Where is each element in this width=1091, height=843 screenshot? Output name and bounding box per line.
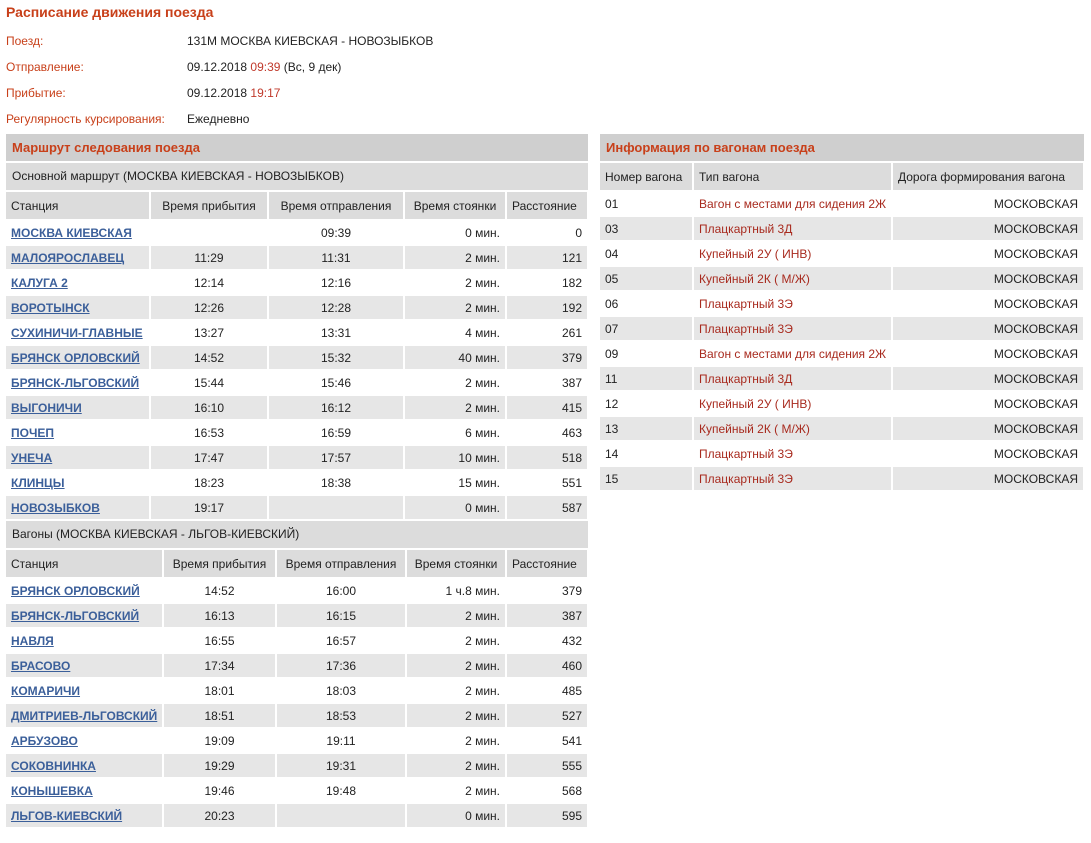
- station-link[interactable]: НОВОЗЫБКОВ: [11, 500, 100, 515]
- station-cell: [6, 395, 150, 420]
- table-row: [6, 703, 588, 728]
- table-row: [6, 578, 588, 603]
- arrival-cell: 19:17: [150, 495, 268, 520]
- wagons-panel: [600, 134, 1084, 492]
- arrival-cell: 16:55: [163, 628, 276, 653]
- arrival-cell: 20:23: [163, 803, 276, 828]
- table-row: [6, 445, 588, 470]
- col-wagon-number: Номер вагона: [600, 163, 693, 191]
- station-link[interactable]: БРАСОВО: [11, 658, 71, 673]
- departure-cell: 16:00: [276, 578, 406, 603]
- wagon-road-cell: МОСКОВСКАЯ: [892, 316, 1084, 341]
- table-row: [600, 391, 1084, 416]
- departure-cell: 18:38: [268, 470, 404, 495]
- station-link[interactable]: СУХИНИЧИ-ГЛАВНЫЕ: [11, 325, 143, 340]
- departure-cell: 17:57: [268, 445, 404, 470]
- wagon-number-cell: 14: [600, 441, 693, 466]
- table-row: [6, 753, 588, 778]
- departure-cell: 16:59: [268, 420, 404, 445]
- station-cell: [6, 703, 163, 728]
- arrival-cell: 18:23: [150, 470, 268, 495]
- table-row: [600, 241, 1084, 266]
- departure-cell: 15:32: [268, 345, 404, 370]
- station-cell: [6, 345, 150, 370]
- station-link[interactable]: ВОРОТЫНСК: [11, 300, 90, 315]
- station-cell: [6, 778, 163, 803]
- departure-time: 09:39: [250, 60, 281, 74]
- main-route-table: [6, 192, 589, 521]
- station-cell: [6, 753, 163, 778]
- arrival-cell: [150, 220, 268, 245]
- wagon-number-cell: 11: [600, 366, 693, 391]
- departure-label: Отправление:: [6, 60, 84, 74]
- wagon-type-cell: Плацкартный 3Д: [693, 216, 892, 241]
- wagon-type-cell: Купейный 2У ( ИНВ): [693, 391, 892, 416]
- stop-cell: 2 мин.: [406, 778, 506, 803]
- departure-cell: 15:46: [268, 370, 404, 395]
- col-stop: Время стоянки: [406, 550, 506, 578]
- arrival-cell: 12:26: [150, 295, 268, 320]
- arrival-cell: 11:29: [150, 245, 268, 270]
- station-link[interactable]: КЛИНЦЫ: [11, 475, 65, 490]
- stop-cell: 2 мин.: [406, 728, 506, 753]
- arrival-label: Прибытие:: [6, 86, 66, 100]
- station-link[interactable]: СОКОВНИНКА: [11, 758, 96, 773]
- stop-cell: 2 мин.: [406, 653, 506, 678]
- station-cell: [6, 678, 163, 703]
- stop-cell: 2 мин.: [404, 370, 506, 395]
- table-row: [6, 603, 588, 628]
- station-link[interactable]: БРЯНСК ОРЛОВСКИЙ: [11, 350, 140, 365]
- station-link[interactable]: КОМАРИЧИ: [11, 683, 81, 698]
- train-label: Поезд:: [6, 34, 44, 48]
- departure-cell: 12:28: [268, 295, 404, 320]
- wagon-number-cell: 07: [600, 316, 693, 341]
- col-wagon-road: Дорога формирования вагона: [892, 163, 1084, 191]
- departure-cell: 18:53: [276, 703, 406, 728]
- distance-cell: 192: [506, 295, 588, 320]
- stop-cell: 2 мин.: [404, 295, 506, 320]
- wagon-type-cell: Плацкартный 3Д: [693, 366, 892, 391]
- col-wagon-type: Тип вагона: [693, 163, 892, 191]
- arrival-cell: 16:10: [150, 395, 268, 420]
- station-link[interactable]: БРЯНСК-ЛЬГОВСКИЙ: [11, 375, 140, 390]
- station-link[interactable]: БРЯНСК ОРЛОВСКИЙ: [11, 583, 140, 598]
- route-panel-title: Маршрут следования поезда: [6, 134, 588, 163]
- table-row: [600, 466, 1084, 491]
- wagon-type-cell: Купейный 2У ( ИНВ): [693, 241, 892, 266]
- wagon-type-cell: Плацкартный 3Э: [693, 316, 892, 341]
- table-row: [6, 295, 588, 320]
- distance-cell: 379: [506, 578, 588, 603]
- departure-cell: 19:11: [276, 728, 406, 753]
- route-panel: [6, 134, 588, 829]
- departure-cell: 16:57: [276, 628, 406, 653]
- station-cell: [6, 728, 163, 753]
- departure-cell: 12:16: [268, 270, 404, 295]
- wagon-road-cell: МОСКОВСКАЯ: [892, 391, 1084, 416]
- col-stop: Время стоянки: [404, 192, 506, 220]
- distance-cell: 0: [506, 220, 588, 245]
- departure-cell: 19:31: [276, 753, 406, 778]
- station-cell: [6, 653, 163, 678]
- stop-cell: 2 мин.: [404, 395, 506, 420]
- station-cell: [6, 220, 150, 245]
- station-link[interactable]: МОСКВА КИЕВСКАЯ: [11, 225, 132, 240]
- wagon-road-cell: МОСКОВСКАЯ: [892, 191, 1084, 216]
- station-link[interactable]: БРЯНСК-ЛЬГОВСКИЙ: [11, 608, 140, 623]
- stop-cell: 2 мин.: [406, 628, 506, 653]
- departure-cell: 13:31: [268, 320, 404, 345]
- stop-cell: 0 мин.: [404, 495, 506, 520]
- station-link[interactable]: ДМИТРИЕВ-ЛЬГОВСКИЙ: [11, 708, 158, 723]
- table-row: [6, 495, 588, 520]
- distance-cell: 541: [506, 728, 588, 753]
- wagon-number-cell: 15: [600, 466, 693, 491]
- distance-cell: 527: [506, 703, 588, 728]
- station-link[interactable]: КАЛУГА 2: [11, 275, 68, 290]
- stop-cell: 0 мин.: [404, 220, 506, 245]
- station-cell: [6, 420, 150, 445]
- station-cell: [6, 295, 150, 320]
- station-cell: [6, 603, 163, 628]
- table-row: [600, 266, 1084, 291]
- wagon-road-cell: МОСКОВСКАЯ: [892, 241, 1084, 266]
- table-row: [600, 191, 1084, 216]
- table-row: [6, 678, 588, 703]
- table-row: [6, 728, 588, 753]
- cars-route-caption: Вагоны (МОСКВА КИЕВСКАЯ - ЛЬГОВ-КИЕВСКИЙ): [6, 521, 588, 550]
- regularity-value: Ежедневно: [187, 112, 250, 126]
- table-row: [6, 245, 588, 270]
- departure-date: 09.12.2018: [187, 60, 248, 74]
- main-route-caption: Основной маршрут (МОСКВА КИЕВСКАЯ - НОВОЗЫБКОВ): [6, 163, 588, 192]
- wagon-road-cell: МОСКОВСКАЯ: [892, 341, 1084, 366]
- arrival-cell: 15:44: [150, 370, 268, 395]
- wagon-road-cell: МОСКОВСКАЯ: [892, 441, 1084, 466]
- departure-cell: 11:31: [268, 245, 404, 270]
- table-row: [6, 220, 588, 245]
- table-row: [6, 470, 588, 495]
- stop-cell: 10 мин.: [404, 445, 506, 470]
- table-row: [600, 441, 1084, 466]
- station-cell: [6, 628, 163, 653]
- arrival-cell: 16:53: [150, 420, 268, 445]
- station-link[interactable]: ВЫГОНИЧИ: [11, 400, 82, 415]
- departure-value: [187, 57, 341, 77]
- station-link[interactable]: ЛЬГОВ-КИЕВСКИЙ: [11, 808, 123, 823]
- station-link[interactable]: КОНЫШЕВКА: [11, 783, 93, 798]
- wagon-type-cell: Плацкартный 3Э: [693, 441, 892, 466]
- station-cell: [6, 578, 163, 603]
- arrival-cell: 12:14: [150, 270, 268, 295]
- table-row: [600, 416, 1084, 441]
- station-link[interactable]: УНЕЧА: [11, 450, 53, 465]
- wagon-road-cell: МОСКОВСКАЯ: [892, 266, 1084, 291]
- wagon-number-cell: 13: [600, 416, 693, 441]
- col-departure: Время отправления: [268, 192, 404, 220]
- table-row: [600, 366, 1084, 391]
- arrival-cell: 19:46: [163, 778, 276, 803]
- stop-cell: 1 ч.8 мин.: [406, 578, 506, 603]
- wagon-number-cell: 05: [600, 266, 693, 291]
- station-link[interactable]: ПОЧЕП: [11, 425, 55, 440]
- table-row: [6, 628, 588, 653]
- table-row: [600, 216, 1084, 241]
- wagon-type-cell: Купейный 2К ( М/Ж): [693, 416, 892, 441]
- stop-cell: 2 мин.: [404, 270, 506, 295]
- departure-cell: 17:36: [276, 653, 406, 678]
- wagon-road-cell: МОСКОВСКАЯ: [892, 416, 1084, 441]
- wagon-road-cell: МОСКОВСКАЯ: [892, 216, 1084, 241]
- col-distance: Расстояние: [506, 192, 588, 220]
- station-link[interactable]: МАЛОЯРОСЛАВЕЦ: [11, 250, 125, 265]
- departure-cell: 09:39: [268, 220, 404, 245]
- distance-cell: 387: [506, 603, 588, 628]
- station-link[interactable]: НАВЛЯ: [11, 633, 54, 648]
- station-cell: [6, 495, 150, 520]
- page-title: Расписание движения поезда: [6, 4, 214, 20]
- distance-cell: 261: [506, 320, 588, 345]
- distance-cell: 518: [506, 445, 588, 470]
- col-station: Станция: [6, 550, 163, 578]
- train-value: 131М МОСКВА КИЕВСКАЯ - НОВОЗЫБКОВ: [187, 34, 434, 48]
- arrival-cell: 19:09: [163, 728, 276, 753]
- wagon-type-cell: Плацкартный 3Э: [693, 466, 892, 491]
- stop-cell: 6 мин.: [404, 420, 506, 445]
- table-row: [6, 320, 588, 345]
- table-row: [6, 270, 588, 295]
- arrival-value: [187, 83, 280, 103]
- wagon-type-cell: Вагон с местами для сидения 2Ж: [693, 191, 892, 216]
- station-link[interactable]: АРБУЗОВО: [11, 733, 78, 748]
- wagon-number-cell: 03: [600, 216, 693, 241]
- stop-cell: 15 мин.: [404, 470, 506, 495]
- arrival-cell: 18:51: [163, 703, 276, 728]
- distance-cell: 551: [506, 470, 588, 495]
- wagon-type-cell: Купейный 2К ( М/Ж): [693, 266, 892, 291]
- wagon-road-cell: МОСКОВСКАЯ: [892, 291, 1084, 316]
- wagons-header-row: [600, 163, 1084, 191]
- arrival-cell: 14:52: [150, 345, 268, 370]
- departure-cell: 18:03: [276, 678, 406, 703]
- arrival-cell: 18:01: [163, 678, 276, 703]
- departure-cell: [276, 803, 406, 828]
- stop-cell: 40 мин.: [404, 345, 506, 370]
- wagon-number-cell: 06: [600, 291, 693, 316]
- wagons-table: [600, 163, 1085, 492]
- station-cell: [6, 270, 150, 295]
- departure-cell: [268, 495, 404, 520]
- arrival-cell: 13:27: [150, 320, 268, 345]
- station-cell: [6, 370, 150, 395]
- stop-cell: 2 мин.: [404, 245, 506, 270]
- col-distance: Расстояние: [506, 550, 588, 578]
- cars-route-header-row: [6, 550, 588, 578]
- departure-cell: 19:48: [276, 778, 406, 803]
- stop-cell: 0 мин.: [406, 803, 506, 828]
- table-row: [6, 345, 588, 370]
- arrival-date: 09.12.2018: [187, 86, 248, 100]
- wagon-type-cell: Вагон с местами для сидения 2Ж: [693, 341, 892, 366]
- wagons-panel-title: Информация по вагонам поезда: [600, 134, 1084, 163]
- arrival-cell: 16:13: [163, 603, 276, 628]
- stop-cell: 2 мин.: [406, 703, 506, 728]
- arrival-cell: 17:34: [163, 653, 276, 678]
- wagon-road-cell: МОСКОВСКАЯ: [892, 466, 1084, 491]
- arrival-cell: 17:47: [150, 445, 268, 470]
- col-arrival: Время прибытия: [150, 192, 268, 220]
- table-row: [600, 341, 1084, 366]
- table-row: [600, 316, 1084, 341]
- col-departure: Время отправления: [276, 550, 406, 578]
- station-cell: [6, 470, 150, 495]
- table-row: [6, 420, 588, 445]
- distance-cell: 379: [506, 345, 588, 370]
- stop-cell: 4 мин.: [404, 320, 506, 345]
- table-row: [6, 653, 588, 678]
- wagon-road-cell: МОСКОВСКАЯ: [892, 366, 1084, 391]
- arrival-cell: 19:29: [163, 753, 276, 778]
- distance-cell: 485: [506, 678, 588, 703]
- distance-cell: 587: [506, 495, 588, 520]
- distance-cell: 463: [506, 420, 588, 445]
- station-cell: [6, 320, 150, 345]
- distance-cell: 387: [506, 370, 588, 395]
- main-route-header-row: [6, 192, 588, 220]
- table-row: [6, 803, 588, 828]
- station-cell: [6, 245, 150, 270]
- table-row: [6, 370, 588, 395]
- stop-cell: 2 мин.: [406, 753, 506, 778]
- table-row: [600, 291, 1084, 316]
- departure-cell: 16:12: [268, 395, 404, 420]
- table-row: [6, 395, 588, 420]
- station-cell: [6, 445, 150, 470]
- wagon-number-cell: 12: [600, 391, 693, 416]
- arrival-cell: 14:52: [163, 578, 276, 603]
- station-cell: [6, 803, 163, 828]
- distance-cell: 432: [506, 628, 588, 653]
- wagon-number-cell: 04: [600, 241, 693, 266]
- wagon-number-cell: 09: [600, 341, 693, 366]
- cars-route-table: [6, 550, 589, 829]
- arrival-time: 19:17: [250, 86, 281, 100]
- distance-cell: 595: [506, 803, 588, 828]
- distance-cell: 415: [506, 395, 588, 420]
- distance-cell: 555: [506, 753, 588, 778]
- wagon-number-cell: 01: [600, 191, 693, 216]
- distance-cell: 568: [506, 778, 588, 803]
- stop-cell: 2 мин.: [406, 603, 506, 628]
- distance-cell: 460: [506, 653, 588, 678]
- regularity-label: Регулярность курсирования:: [6, 112, 165, 126]
- distance-cell: 182: [506, 270, 588, 295]
- departure-cell: 16:15: [276, 603, 406, 628]
- distance-cell: 121: [506, 245, 588, 270]
- stop-cell: 2 мин.: [406, 678, 506, 703]
- table-row: [6, 778, 588, 803]
- wagon-type-cell: Плацкартный 3Э: [693, 291, 892, 316]
- col-arrival: Время прибытия: [163, 550, 276, 578]
- col-station: Станция: [6, 192, 150, 220]
- departure-extra: (Вс, 9 дек): [283, 60, 342, 74]
